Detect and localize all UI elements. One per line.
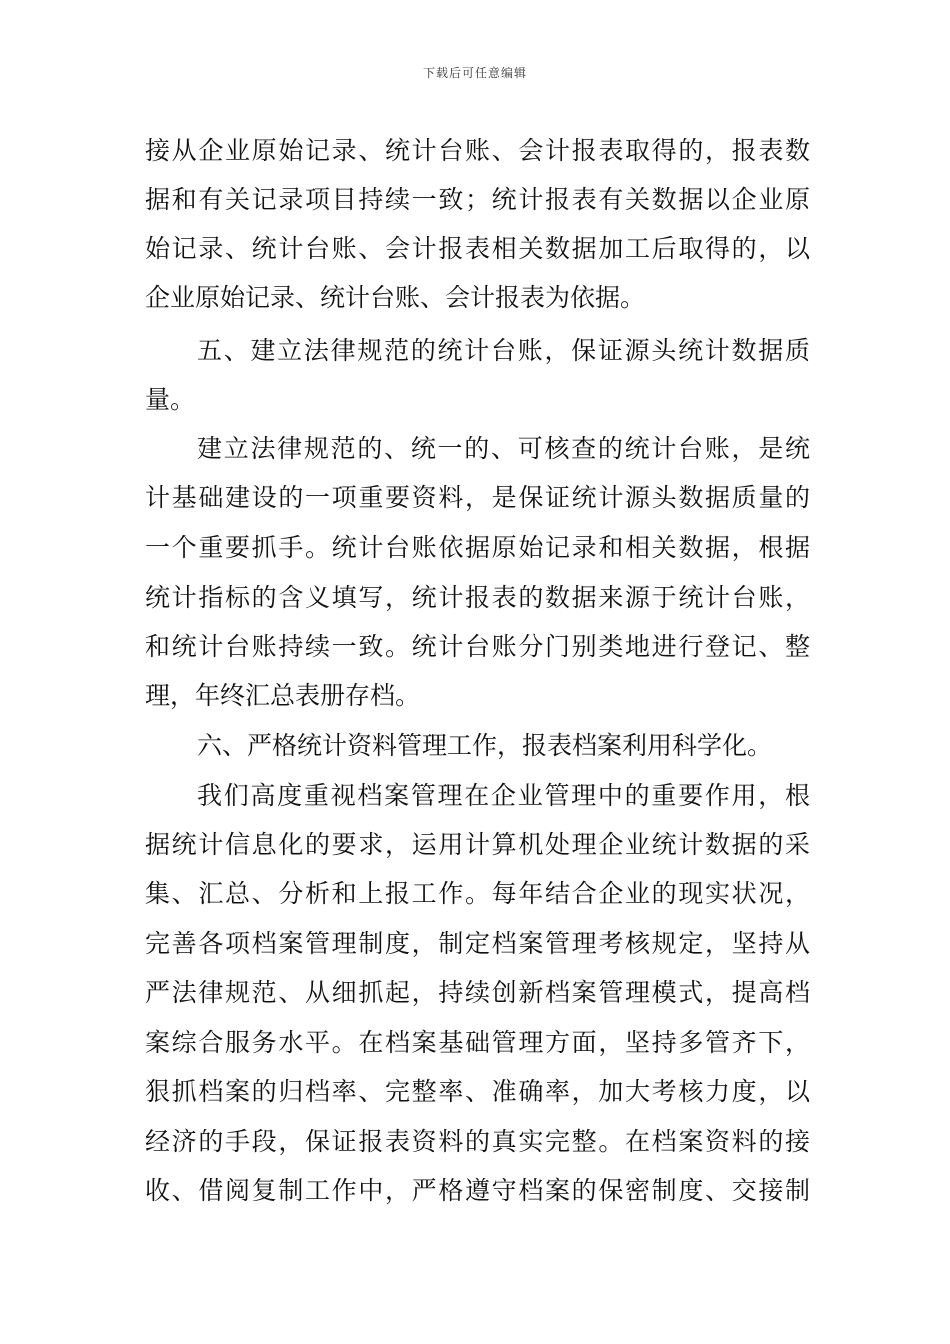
section-heading: 六、严格统计资料管理工作，报表档案利用科学化。 <box>197 731 773 760</box>
text-line: 严法律规范、从细抓起，持续创新档案管理模式，提高档 <box>145 978 810 1007</box>
text-line: 计基础建设的一项重要资料，是保证统计源头数据质量的 <box>145 483 810 512</box>
text-line: 收、借阅复制工作中，严格遵守档案的保密制度、交接制 <box>145 1176 810 1205</box>
section-heading: 量。 <box>145 385 196 414</box>
text-line: 我们高度重视档案管理在企业管理中的重要作用，根 <box>197 781 810 810</box>
text-line: 理，年终汇总表册存档。 <box>145 681 421 710</box>
page-header: 下载后可任意编辑 <box>422 66 527 80</box>
text-line: 统计指标的含义填写，统计报表的数据来源于统计台账， <box>145 583 810 612</box>
text-line: 接从企业原始记录、统计台账、会计报表取得的，报表数 <box>145 136 810 165</box>
text-line: 经济的手段，保证报表资料的真实完整。在档案资料的接 <box>145 1127 810 1156</box>
text-line: 集、汇总、分析和上报工作。每年结合企业的现实状况， <box>145 879 810 908</box>
text-line: 完善各项档案管理制度，制定档案管理考核规定，坚持从 <box>145 929 810 958</box>
text-line: 一个重要抓手。统计台账依据原始记录和相关数据，根据 <box>145 533 810 562</box>
text-line: 据统计信息化的要求，运用计算机处理企业统计数据的采 <box>145 830 810 859</box>
text-line: 建立法律规范的、统一的、可核查的统计台账，是统 <box>197 434 810 463</box>
text-line: 始记录、统计台账、会计报表相关数据加工后取得的，以 <box>145 234 810 263</box>
text-line: 案综合服务水平。在档案基础管理方面，坚持多管齐下， <box>145 1028 810 1057</box>
text-line: 据和有关记录项目持续一致；统计报表有关数据以企业原 <box>145 185 810 214</box>
text-line: 狠抓档案的归档率、完整率、准确率，加大考核力度，以 <box>145 1077 810 1106</box>
section-heading: 五、建立法律规范的统计台账，保证源头统计数据质 <box>197 336 810 365</box>
text-line: 和统计台账持续一致。统计台账分门别类地进行登记、整 <box>145 632 810 661</box>
text-line: 企业原始记录、统计台账、会计报表为依据。 <box>145 283 646 312</box>
